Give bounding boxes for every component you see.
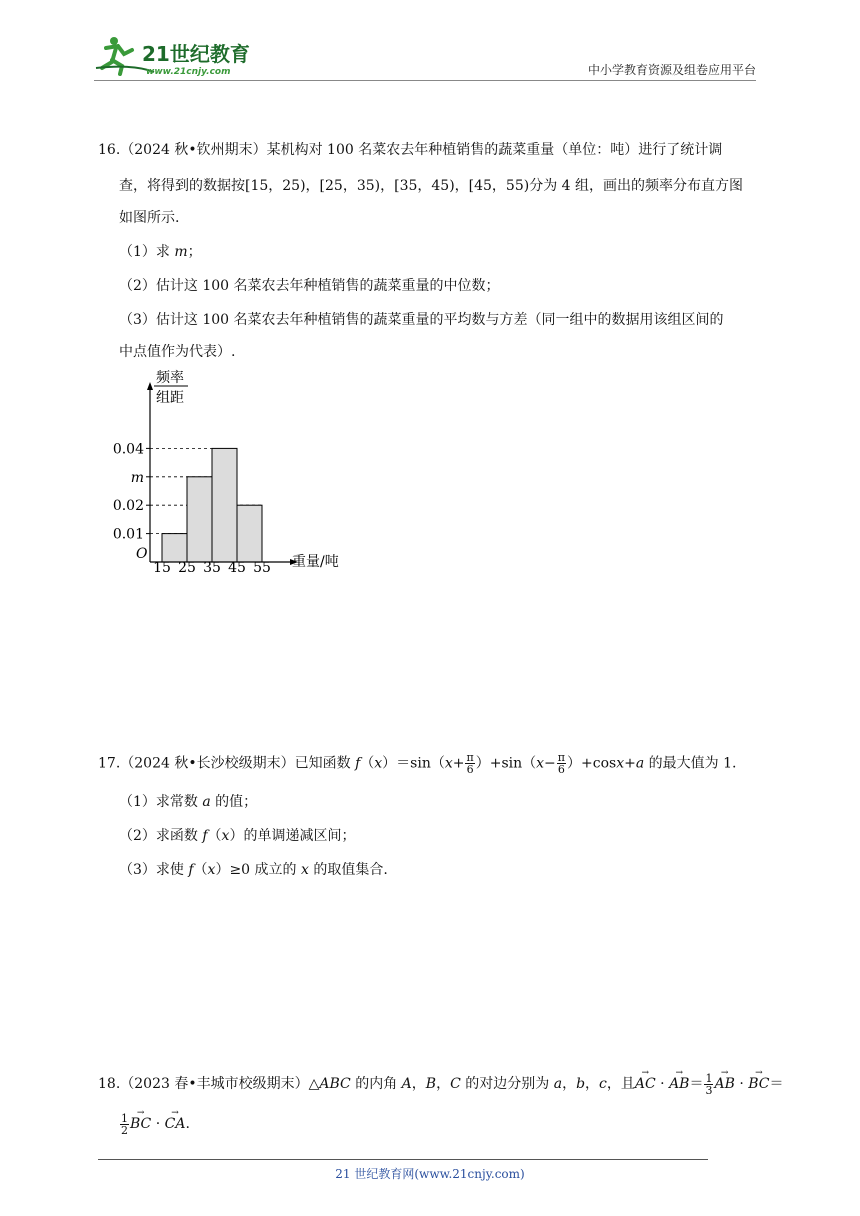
q17-part1: （1）求常数 a 的值； <box>119 794 258 810</box>
histogram-bar-2 <box>187 477 212 562</box>
platform-name: 中小学教育资源及组卷应用平台 <box>587 63 756 77</box>
pi-over-6-fraction-2: $\frac{\pi}{6}$ <box>557 751 566 776</box>
y-label-denominator: 组距 <box>156 390 184 406</box>
vector-ac: → AC <box>635 1068 656 1094</box>
y-tick-label-1: 0.01 <box>112 526 144 543</box>
y-tick-label-2: 0.02 <box>112 498 144 515</box>
q17-part2: （2）求函数 f（x）的单调递减区间； <box>119 828 356 844</box>
histogram-bar-1 <box>162 534 187 562</box>
x-tick-label-3: 35 <box>203 560 221 576</box>
x-tick-label-5: 55 <box>253 560 271 576</box>
q16-part2: （2）估计这 100 名菜农去年种植销售的蔬菜重量的中位数； <box>119 278 500 294</box>
y-label-numerator: 频率 <box>156 370 184 386</box>
logo-url: www.21cnjy.com <box>146 67 231 77</box>
vector-ab-2: → AB <box>714 1068 734 1094</box>
histogram-bar-3 <box>212 448 237 562</box>
header-divider <box>94 80 756 81</box>
frequency-histogram <box>112 366 372 576</box>
q16-part1: （1）求 m； <box>119 244 202 260</box>
y-tick-label-3: m <box>130 469 144 486</box>
vector-ca: → CA <box>165 1108 186 1134</box>
q16-line1: 16.（2024 秋•钦州期末）某机构对 100 名菜农去年种植销售的蔬菜重量（单位：吨）进行了统计调 <box>98 142 723 158</box>
footer-text: 21 世纪教育网(www.21cnjy.com) <box>335 1167 525 1181</box>
q17-part3: （3）求使 f（x）≥0 成立的 x 的取值集合. <box>119 862 388 878</box>
x-tick-label-2: 25 <box>178 560 196 576</box>
x-axis-label: 重量/吨 <box>292 554 339 570</box>
q18-line2: $\frac{1}{2}$ → BC · → CA. <box>119 1108 190 1136</box>
q16-part3-line1: （3）估计这 100 名菜农去年种植销售的蔬菜重量的平均数与方差（同一组中的数据用该组区间的 <box>119 312 724 328</box>
q16-line2: 查，将得到的数据按[15，25)，[25，35)，[35，45)，[45，55)分为 4 组，画出的频率分布直方图 <box>119 178 744 194</box>
y-axis-arrow <box>147 382 153 390</box>
pi-over-6-fraction: $\frac{\pi}{6}$ <box>466 751 474 776</box>
site-logo <box>94 34 259 78</box>
q17-line1: 17.（2024 秋•长沙校级期末）已知函数 f（x）＝sin（x+ $\frac{\pi}{6}$ ）+sin（x− $\frac{\pi}{6}$ ）+cosx+a 的最大值为 1. <box>98 751 737 776</box>
q16-line3: 如图所示. <box>119 210 180 226</box>
q16-part3-line2: 中点值作为代表）. <box>119 344 236 360</box>
x-tick-label-4: 45 <box>228 560 246 576</box>
x-tick-label-1: 15 <box>153 560 171 576</box>
footer-divider <box>98 1159 708 1160</box>
vector-bc: → BC <box>748 1068 769 1094</box>
y-tick-label-4: 0.04 <box>112 441 144 458</box>
vector-ab: → AB <box>669 1068 689 1094</box>
vector-bc-2: → BC <box>130 1108 151 1134</box>
one-half-fraction: $\frac{1}{2}$ <box>121 1111 128 1137</box>
logo-title: 21世纪教育 <box>142 42 250 66</box>
q18-line1: 18.（2023 春•丰城市校级期末）△ABC 的内角 A，B，C 的对边分别为 a，b，c，且→ AC · → AB＝ $\frac{1}{3}$ → AB · → BC＝ <box>98 1068 784 1096</box>
one-third-fraction: $\frac{1}{3}$ <box>705 1071 713 1097</box>
origin-label: O <box>136 546 148 562</box>
histogram-bar-4 <box>237 505 262 562</box>
